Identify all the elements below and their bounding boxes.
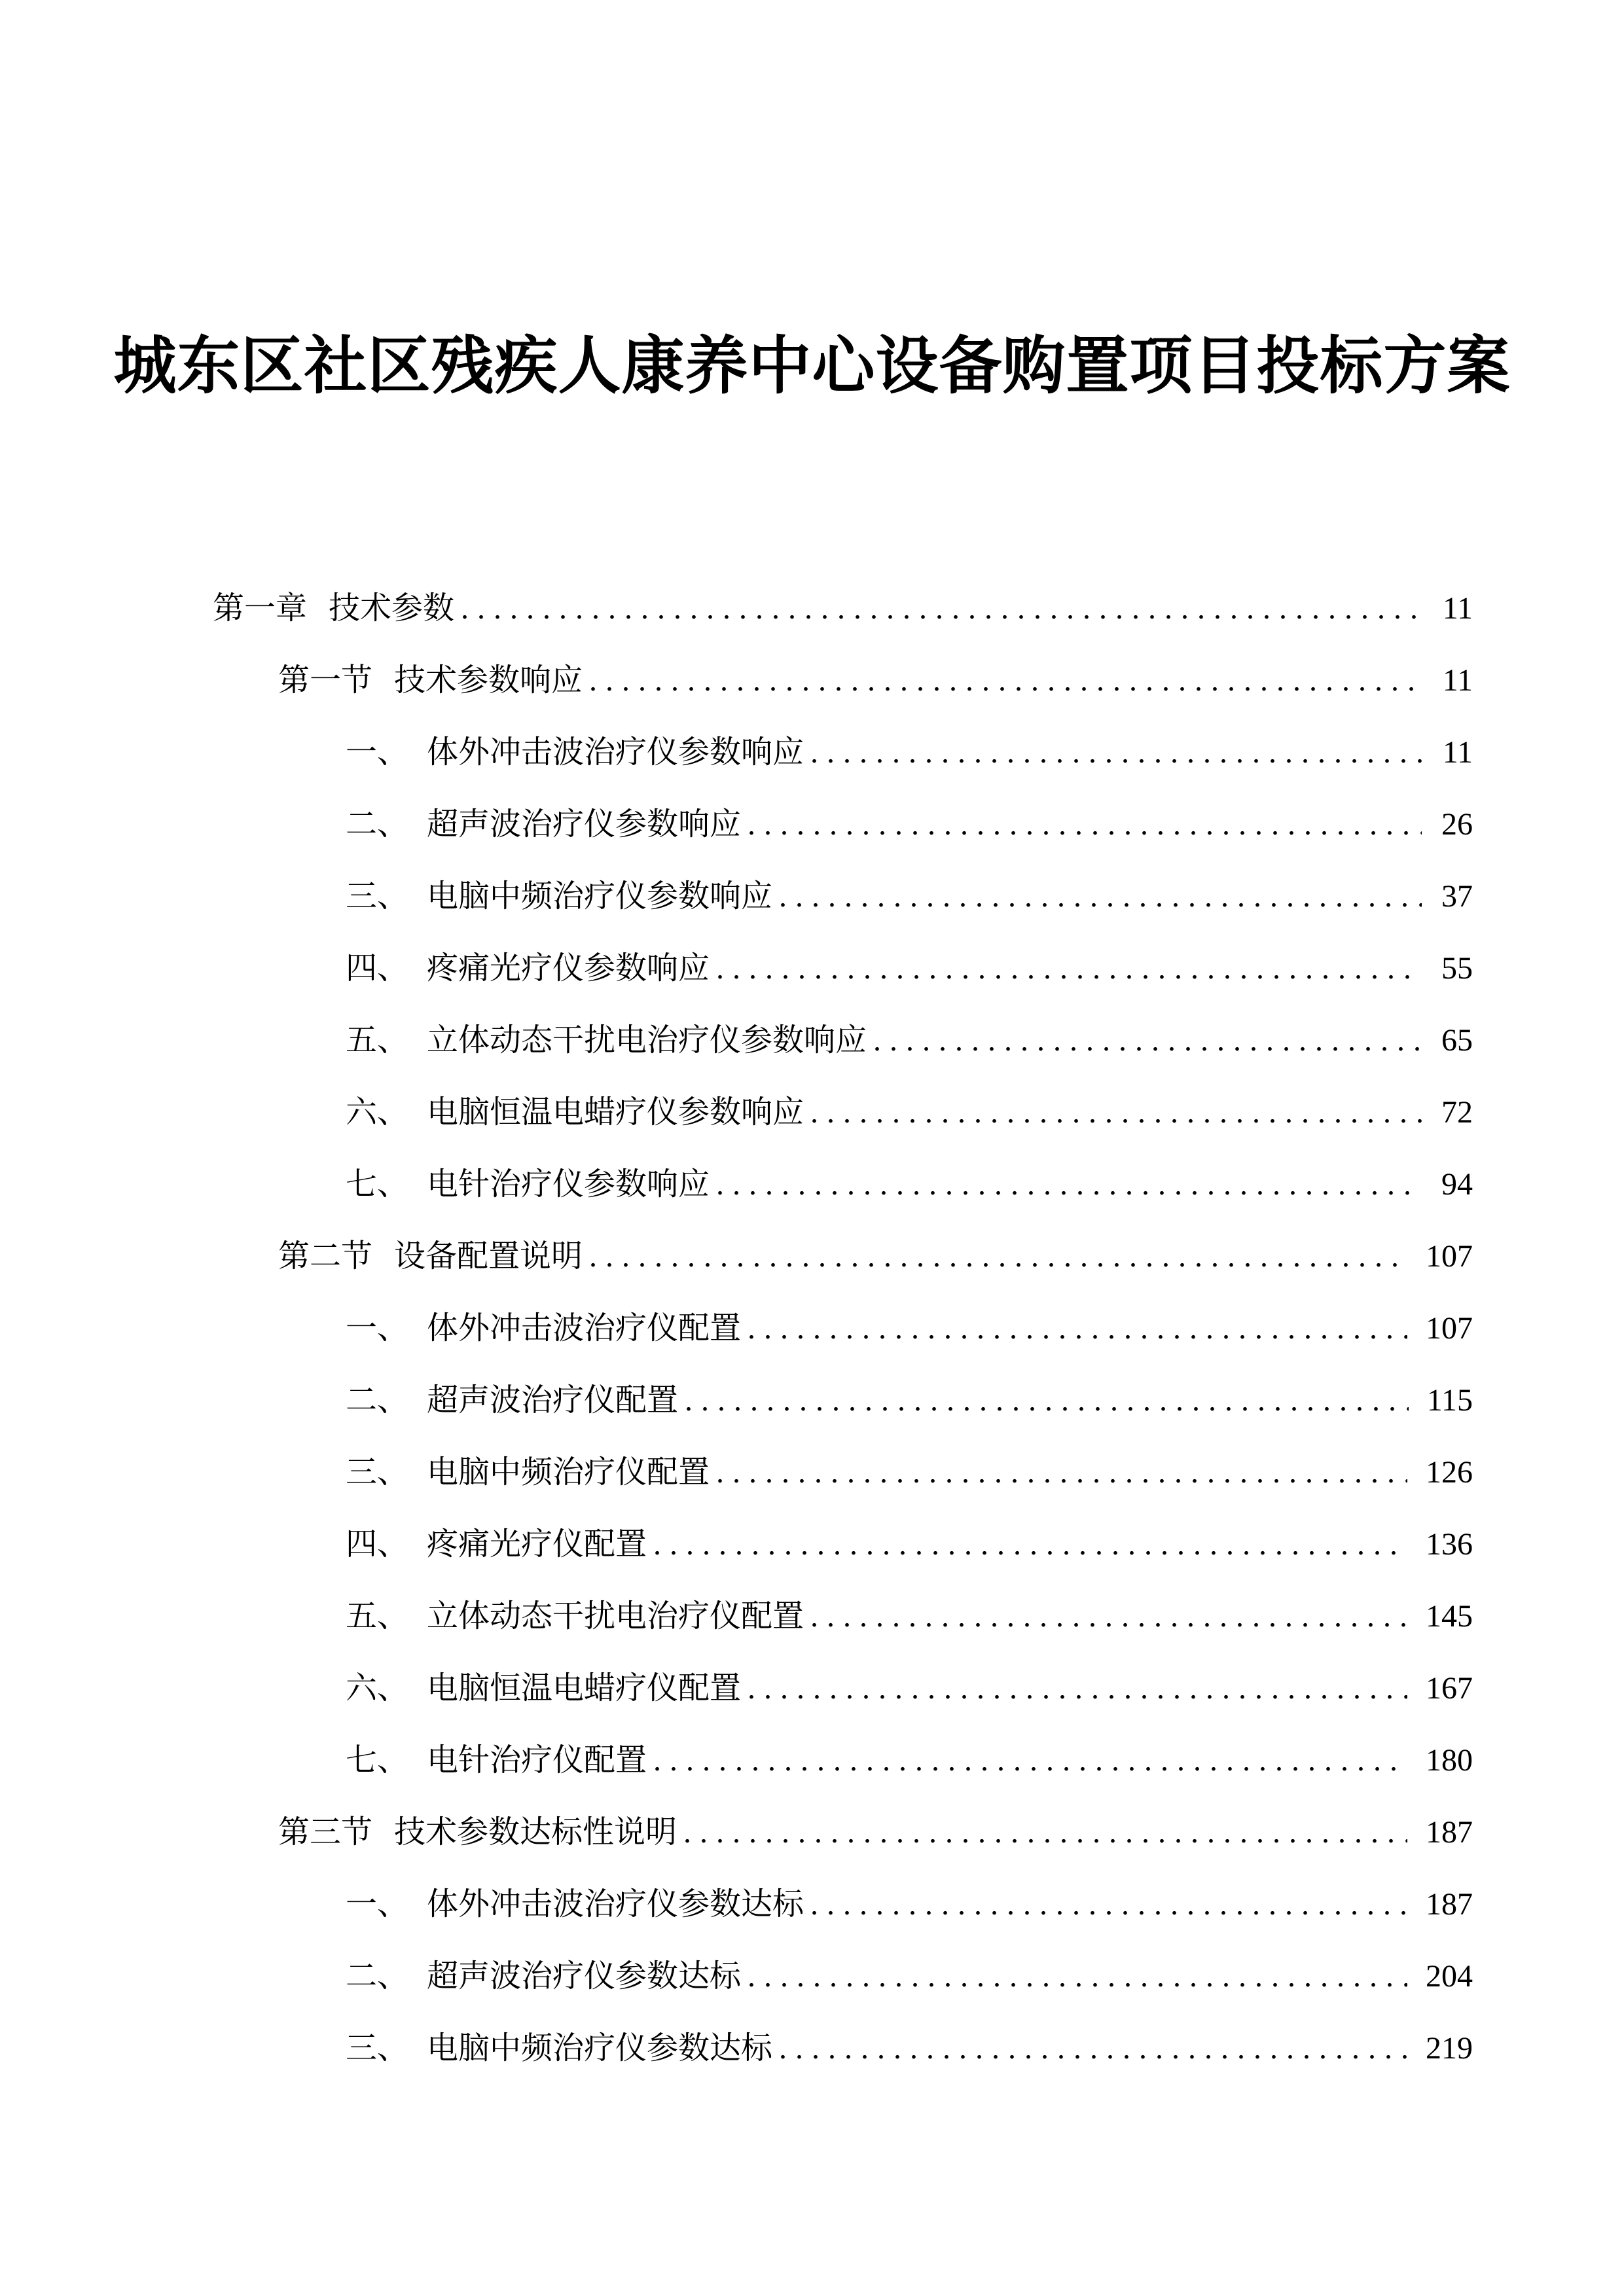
toc-page-number: 72: [1441, 1095, 1473, 1130]
toc-entry-item[interactable]: [213, 1653, 1473, 1725]
toc-entry-item[interactable]: [213, 1725, 1473, 1797]
toc-dot-leader: [810, 1597, 1407, 1636]
toc-page-number: 65: [1441, 1023, 1473, 1058]
toc-entry-number: 七、: [346, 1743, 409, 1778]
toc-dot-leader: [810, 1093, 1422, 1132]
toc-entry-item[interactable]: [213, 1437, 1473, 1509]
toc-entry-title: 超声波治疗仪参数响应: [427, 807, 742, 842]
toc-entry-item[interactable]: [213, 1869, 1473, 1941]
toc-dot-leader: [810, 1885, 1407, 1924]
toc-entry-item[interactable]: [213, 717, 1473, 789]
toc-dot-leader: [653, 1741, 1407, 1780]
toc-entry-number: 四、: [346, 1527, 409, 1562]
toc-page-number: 11: [1442, 735, 1473, 770]
toc-entry-number: 三、: [346, 2031, 409, 2066]
toc-page-number: 145: [1426, 1599, 1473, 1634]
document-title: 城东区社区残疾人康养中心设备购置项目投标方案: [113, 331, 1511, 401]
toc-entry-number: 第一章: [213, 591, 308, 626]
toc-entry-section-2[interactable]: [213, 1221, 1473, 1293]
toc-page-number: 219: [1426, 2031, 1473, 2066]
toc-entry-item[interactable]: [213, 933, 1473, 1005]
toc-entry-number: 五、: [346, 1023, 409, 1058]
toc-dot-leader: [716, 1453, 1407, 1492]
toc-entry-title: 立体动态干扰电治疗仪参数响应: [427, 1023, 867, 1058]
toc-dot-leader: [779, 2029, 1407, 2068]
toc-entry-title: 立体动态干扰电治疗仪配置: [427, 1599, 804, 1634]
toc-entry-number: 三、: [346, 1455, 409, 1490]
toc-page-number: 126: [1426, 1455, 1473, 1490]
toc-entry-title: 电脑恒温电蜡疗仪参数响应: [427, 1095, 804, 1130]
toc-dot-leader: [810, 733, 1422, 772]
toc-entry-chapter-1[interactable]: [213, 573, 1473, 645]
toc-entry-title: 电脑中频治疗仪配置: [427, 1455, 710, 1490]
toc-dot-leader: [653, 1525, 1407, 1564]
toc-entry-title: 电脑恒温电蜡疗仪配置: [427, 1671, 742, 1706]
toc-entry-number: 六、: [346, 1671, 409, 1706]
toc-entry-title: 体外冲击波治疗仪参数响应: [427, 735, 804, 770]
toc-entry-number: 七、: [346, 1167, 409, 1202]
toc-entry-item[interactable]: [213, 1581, 1473, 1653]
toc-entry-title: 疼痛光疗仪配置: [427, 1527, 647, 1562]
toc-entry-number: 一、: [346, 735, 409, 770]
toc-page-number: 115: [1426, 1383, 1473, 1418]
toc-page-number: 55: [1441, 951, 1473, 986]
toc-entry-item[interactable]: [213, 789, 1473, 861]
toc-entry-item[interactable]: [213, 1509, 1473, 1581]
toc-page-number: 107: [1426, 1311, 1473, 1346]
toc-entry-section-3[interactable]: [213, 1797, 1473, 1869]
toc-dot-leader: [873, 1021, 1422, 1060]
toc-dot-leader: [589, 1237, 1407, 1276]
table-of-contents: [213, 573, 1473, 2085]
toc-dot-leader: [748, 805, 1422, 844]
toc-page-number: 94: [1441, 1167, 1473, 1202]
toc-entry-item[interactable]: [213, 2013, 1473, 2085]
toc-entry-number: 三、: [346, 879, 409, 914]
toc-entry-title: 超声波治疗仪配置: [427, 1383, 679, 1418]
toc-page-number: 167: [1426, 1671, 1473, 1706]
toc-entry-number: 第三节: [278, 1815, 373, 1850]
toc-entry-item[interactable]: [213, 1005, 1473, 1077]
toc-dot-leader: [589, 661, 1422, 700]
toc-entry-number: 第一节: [278, 663, 373, 698]
toc-page-number: 136: [1426, 1527, 1473, 1562]
toc-entry-number: 二、: [346, 1959, 409, 1994]
toc-entry-item[interactable]: [213, 861, 1473, 933]
toc-entry-title: 技术参数: [329, 591, 455, 626]
toc-page-number: 11: [1442, 591, 1473, 626]
toc-entry-item[interactable]: [213, 1941, 1473, 2013]
toc-entry-title: 技术参数达标性说明: [394, 1815, 677, 1850]
toc-entry-title: 技术参数响应: [394, 663, 583, 698]
toc-entry-title: 电针治疗仪参数响应: [427, 1167, 710, 1202]
toc-dot-leader: [685, 1381, 1409, 1420]
toc-entry-number: 二、: [346, 807, 409, 842]
toc-entry-title: 超声波治疗仪参数达标: [427, 1959, 742, 1994]
toc-entry-title: 疼痛光疗仪参数响应: [427, 951, 710, 986]
toc-entry-item[interactable]: [213, 1149, 1473, 1221]
toc-dot-leader: [779, 877, 1422, 916]
toc-dot-leader: [461, 589, 1422, 628]
toc-entry-section-1[interactable]: [213, 645, 1473, 717]
toc-dot-leader: [716, 1165, 1422, 1204]
toc-entry-number: 五、: [346, 1599, 409, 1634]
toc-entry-number: 一、: [346, 1887, 409, 1922]
toc-dot-leader: [748, 1957, 1407, 1996]
toc-entry-item[interactable]: [213, 1293, 1473, 1365]
toc-entry-number: 二、: [346, 1383, 409, 1418]
toc-entry-title: 电脑中频治疗仪参数响应: [427, 879, 773, 914]
toc-entry-title: 体外冲击波治疗仪参数达标: [427, 1887, 804, 1922]
toc-dot-leader: [748, 1669, 1407, 1708]
toc-page-number: 204: [1426, 1959, 1473, 1994]
toc-page-number: 187: [1426, 1815, 1473, 1850]
toc-entry-title: 体外冲击波治疗仪配置: [427, 1311, 742, 1346]
toc-dot-leader: [748, 1309, 1407, 1348]
toc-page-number: 26: [1441, 807, 1473, 842]
toc-entry-title: 电脑中频治疗仪参数达标: [427, 2031, 773, 2066]
toc-entry-number: 六、: [346, 1095, 409, 1130]
toc-entry-item[interactable]: [213, 1365, 1473, 1437]
toc-page-number: 37: [1441, 879, 1473, 914]
toc-page-number: 180: [1426, 1743, 1473, 1778]
toc-page-number: 187: [1426, 1887, 1473, 1922]
toc-entry-number: 四、: [346, 951, 409, 986]
toc-page-number: 11: [1442, 663, 1473, 698]
toc-entry-number: 一、: [346, 1311, 409, 1346]
toc-entry-number: 第二节: [278, 1239, 373, 1274]
toc-entry-title: 电针治疗仪配置: [427, 1743, 647, 1778]
toc-dot-leader: [683, 1813, 1407, 1852]
toc-dot-leader: [716, 949, 1422, 988]
toc-page-number: 107: [1426, 1239, 1473, 1274]
toc-entry-item[interactable]: [213, 1077, 1473, 1149]
toc-entry-title: 设备配置说明: [394, 1239, 583, 1274]
